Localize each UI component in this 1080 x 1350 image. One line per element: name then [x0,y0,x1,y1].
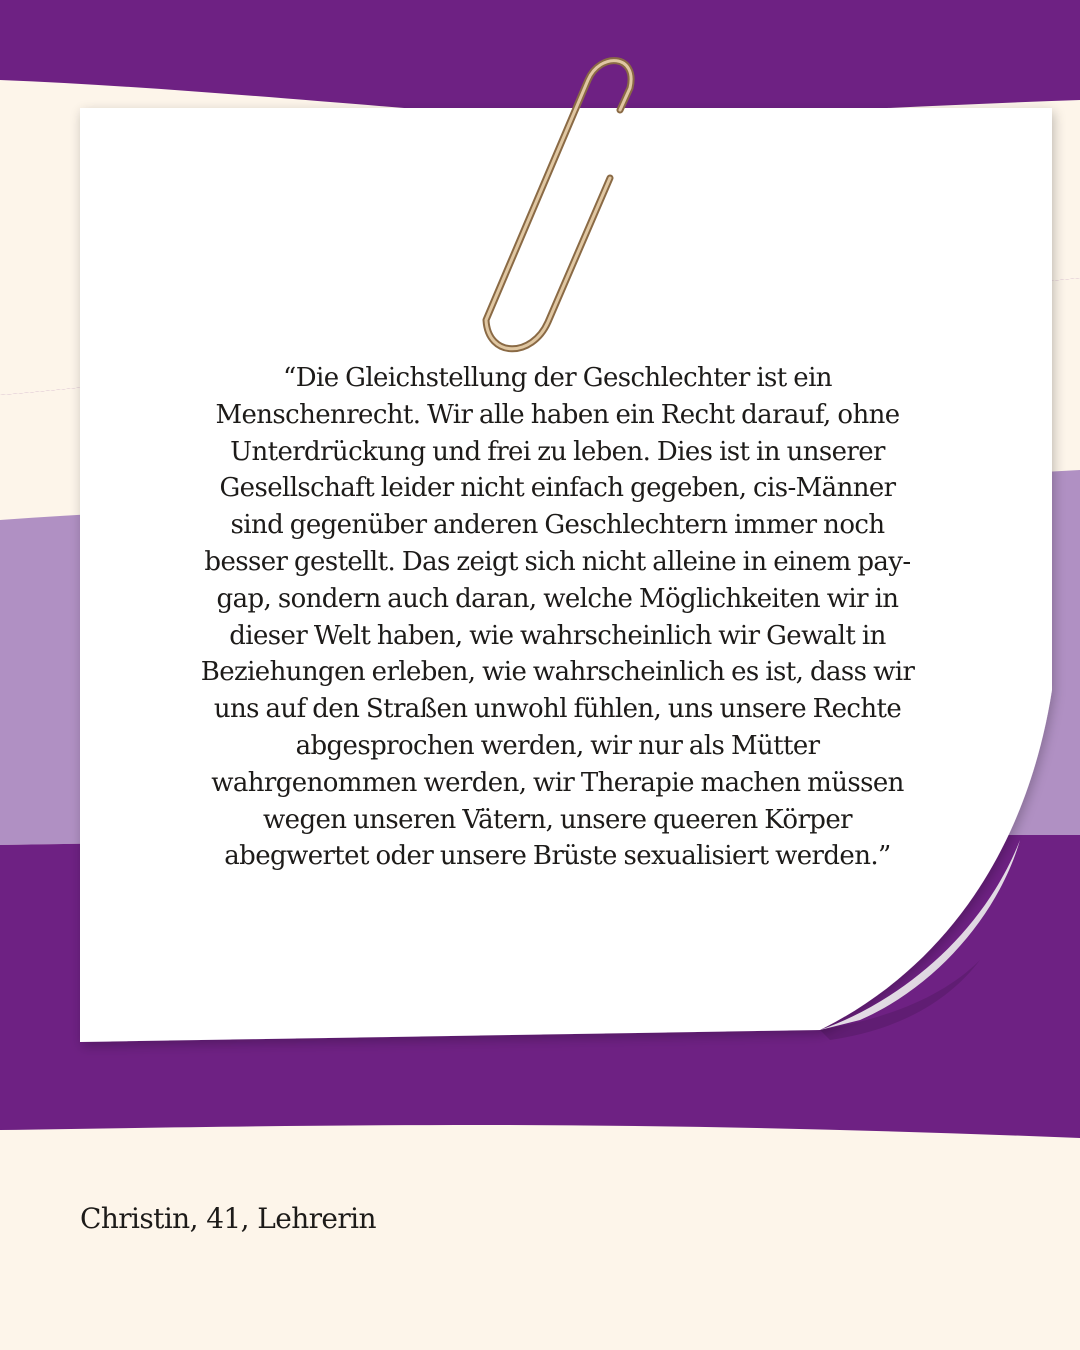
quote-line: “Die Gleichstellung der Geschlechter ist ein [283,363,832,393]
quote-line: dieser Welt haben, wie wahrscheinlich wir Gewalt in [229,620,886,651]
quote-line: gap, sondern auch daran, welche Möglichkeiten wir in [216,583,899,614]
quote-line: abgesprochen werden, wir nur als Mütter [295,730,820,761]
quote-line: wahrgenommen werden, wir Therapie machen müssen [211,767,904,798]
quote-line: Gesellschaft leider nicht einfach gegeben, cis-Männer [219,473,896,504]
author-caption: Christin, 41, Lehrerin [80,1202,376,1235]
quote-line: Unterdrückung und frei zu leben. Dies ist in unserer [230,436,885,467]
quote-line: Beziehungen erleben, wie wahrscheinlich es ist, dass wir [200,657,915,688]
quote-line: wegen unseren Vätern, unsere queeren Körper [263,804,852,835]
quote-line: sind gegenüber anderen Geschlechtern immer noch [230,510,885,541]
quote-line: Menschenrecht. Wir alle haben ein Recht darauf, ohne [215,399,900,430]
quote-text [150,360,965,875]
paperclip-icon [470,40,650,370]
quote-line: uns auf den Straßen unwohl fühlen, uns unsere Rechte [213,694,902,725]
quote-line: abegwertet oder unsere Brüste sexualisiert werden.” [224,841,891,872]
quote-line: besser gestellt. Das zeigt sich nicht alleine in einem pay- [204,546,911,577]
